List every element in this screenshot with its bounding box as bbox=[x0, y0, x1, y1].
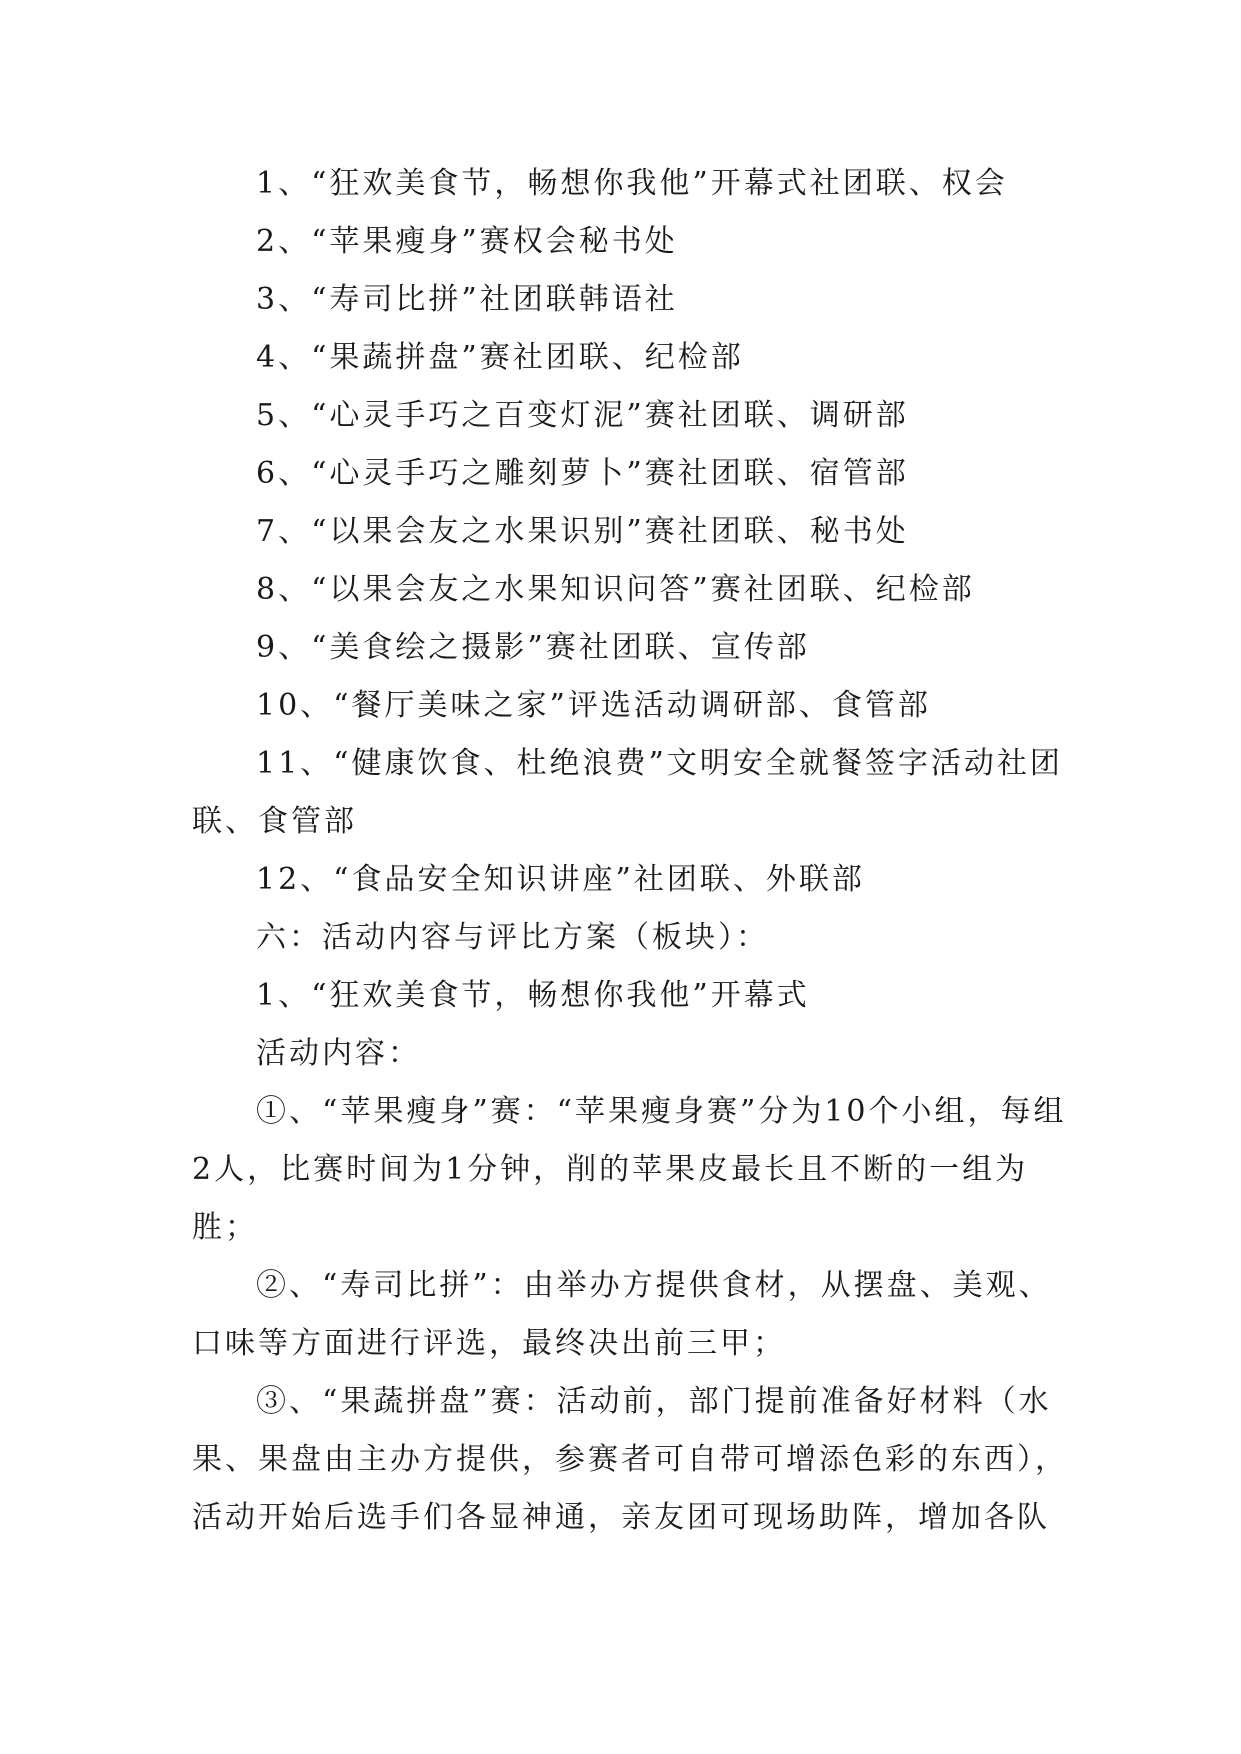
section-heading-activity-content: 六：活动内容与评比方案（板块）： bbox=[256, 920, 769, 955]
paragraph-1: 1、“狂欢美食节，畅想你我他”开幕式社团联、权会 bbox=[256, 166, 1008, 201]
subsection-heading-opening: 1、“狂欢美食节，畅想你我他”开幕式 bbox=[256, 978, 810, 1013]
item-fruit-platter: ③、“果蔬拼盘”赛：活动前，部门提前准备好材料（水果、果盘由主办方提供，参赛者可自带可增添色彩的东西），活动开始后选手们各显神通，亲友团可现场助阵，增加各队 bbox=[192, 1384, 1068, 1535]
paragraph-9: 9、“美食绘之摄影”赛社团联、宣传部 bbox=[256, 630, 810, 665]
paragraph-5: 5、“心灵手巧之百变灯泥”赛社团联、调研部 bbox=[256, 398, 909, 433]
paragraph-4: 4、“果蔬拼盘”赛社团联、纪检部 bbox=[256, 340, 744, 375]
paragraph-6: 6、“心灵手巧之雕刻萝卜”赛社团联、宿管部 bbox=[256, 456, 909, 491]
document-body bbox=[192, 155, 1072, 1547]
paragraph-7: 7、“以果会友之水果识别”赛社团联、秘书处 bbox=[256, 514, 909, 549]
paragraph-8: 8、“以果会友之水果知识问答”赛社团联、纪检部 bbox=[256, 572, 975, 607]
activity-content-label: 活动内容： bbox=[256, 1036, 421, 1071]
paragraph-11: 11、“健康饮食、杜绝浪费”文明安全就餐签字活动社团联、食管部 bbox=[192, 746, 1063, 839]
paragraph-10: 10、“餐厅美味之家”评选活动调研部、食管部 bbox=[256, 688, 931, 723]
paragraph-2: 2、“苹果瘦身”赛权会秘书处 bbox=[256, 224, 678, 259]
paragraph-3: 3、“寿司比拼”社团联韩语社 bbox=[256, 282, 678, 317]
paragraph-12: 12、“食品安全知识讲座”社团联、外联部 bbox=[256, 862, 865, 897]
item-apple-peeling: ①、“苹果瘦身”赛：“苹果瘦身赛”分为10个小组，每组2人，比赛时间为1分钟，削的苹果皮最长且不断的一组为胜； bbox=[192, 1094, 1067, 1245]
item-sushi-contest: ②、“寿司比拼”：由举办方提供食材，从摆盘、美观、口味等方面进行评选，最终决出前三甲； bbox=[192, 1268, 1052, 1361]
